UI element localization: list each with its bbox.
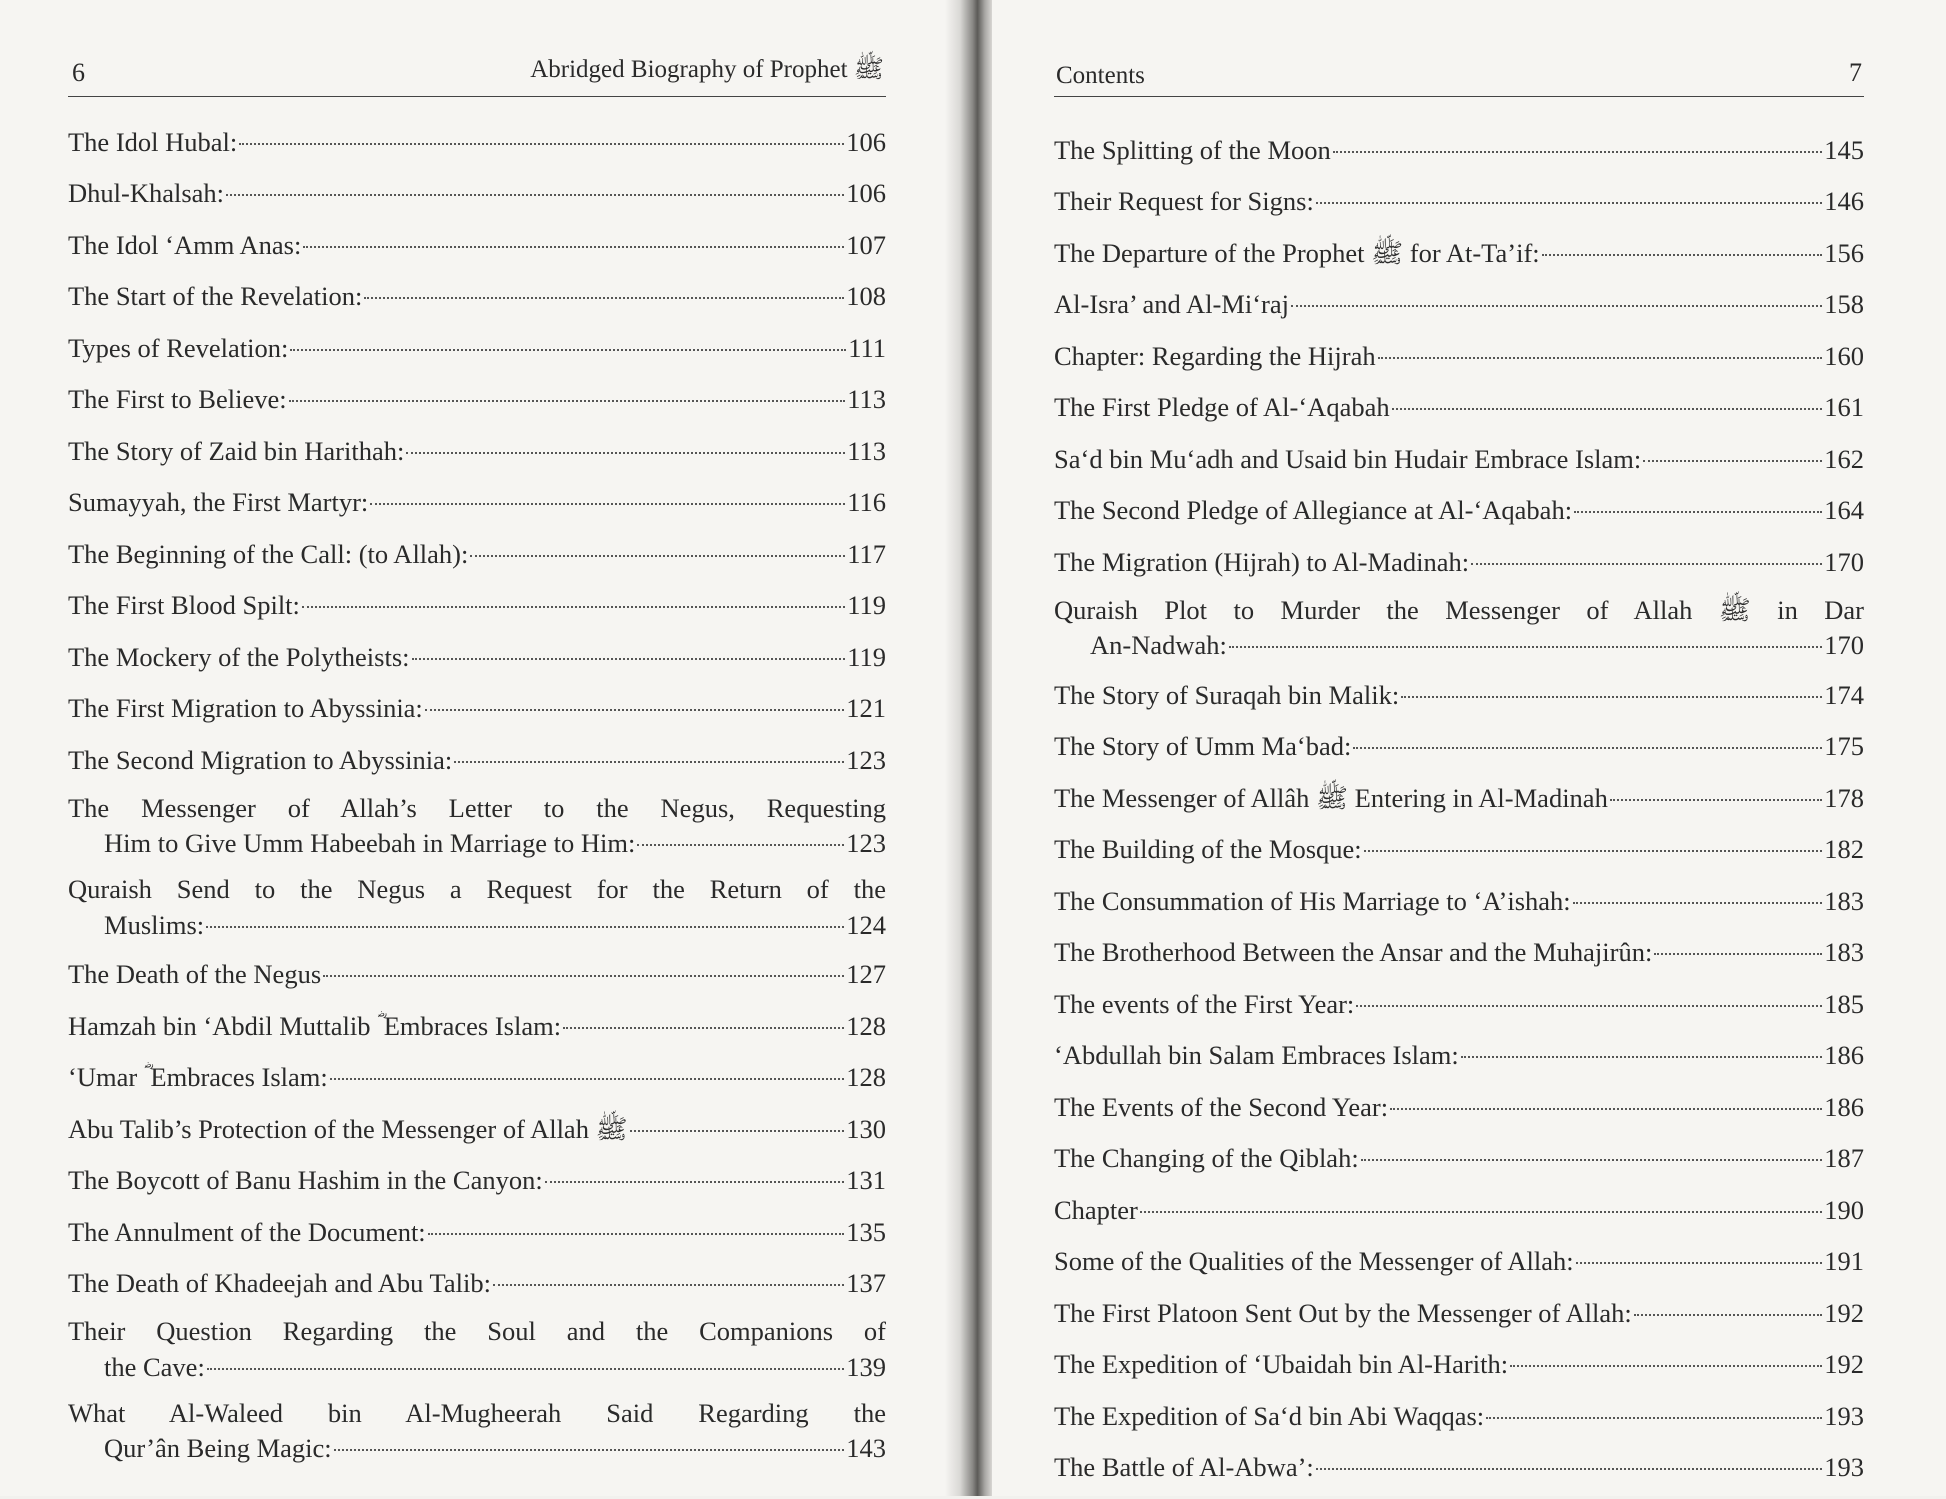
toc-entry[interactable] [1054, 1036, 1864, 1072]
toc-entry[interactable] [1054, 594, 1864, 662]
toc-entry-page-number: 156 [1824, 237, 1864, 268]
toc-entry-page-number: 106 [846, 126, 886, 157]
dot-leader [290, 322, 846, 351]
toc-entry[interactable] [68, 955, 886, 991]
toc-entry-title-line1: Quraish Send to the Negus a Request for the Return of the [68, 874, 886, 904]
toc-entry-page-number: 131 [846, 1165, 886, 1195]
toc-entry[interactable] [1054, 336, 1864, 372]
toc-entry-title: The First Platoon Sent Out by the Messenger of Allah: [1054, 1297, 1632, 1328]
toc-entry-title: Chapter: Regarding the Hijrah [1054, 340, 1376, 371]
toc-entry-page-number: 123 [846, 744, 886, 775]
left-running-title: Abridged Biography of Prophet ﷺ [530, 56, 884, 83]
toc-entry[interactable] [68, 586, 886, 622]
toc-entry-page-number: 146 [1824, 186, 1864, 216]
toc-entry-title-line2: Him to Give Umm Habeebah in Marriage to Him: [104, 828, 636, 858]
toc-entry[interactable] [1054, 1190, 1864, 1226]
toc-entry-title-line1: Quraish Plot to Murder the Messenger of Allah ﷺ in Dar [1054, 594, 1864, 625]
toc-entry-title: The Death of Khadeejah and Abu Talib: [68, 1268, 491, 1298]
toc-entry-title: The First Blood Spilt: [68, 590, 300, 620]
toc-entry-page-number: 192 [1824, 1349, 1864, 1379]
dot-leader [545, 1155, 845, 1184]
toc-entry-title: The Mockery of the Polytheists: [68, 641, 410, 672]
toc-entry[interactable] [68, 431, 886, 467]
toc-entry-title: The Splitting of the Moon [1054, 134, 1331, 165]
toc-entry[interactable] [68, 277, 886, 313]
toc-entry-title: Hamzah bin ‘Abdil Muttalib ؓ Embraces Islam: [68, 1010, 562, 1041]
dot-leader [1574, 485, 1822, 514]
toc-entry-title: The Events of the Second Year: [1054, 1091, 1389, 1122]
toc-entry-page-number: 128 [846, 1010, 886, 1041]
dot-leader [1353, 721, 1822, 750]
toc-entry[interactable] [1054, 881, 1864, 917]
toc-entry-page-number: 113 [847, 384, 886, 414]
toc-entry-title: Sa‘d bin Mu‘adh and Usaid bin Hudair Embrace Islam: [1054, 443, 1642, 474]
toc-entry-title: The Battle of Al-Abwa’: [1054, 1452, 1314, 1482]
toc-entry-page-number: 161 [1824, 392, 1864, 422]
toc-entry-title-line1: The Messenger of Allah’s Letter to the Negus, Requesting [68, 792, 886, 823]
toc-entry[interactable] [68, 1397, 886, 1465]
toc-entry-title: The Migration (Hijrah) to Al-Madinah: [1054, 546, 1470, 577]
toc-entry-title: Some of the Qualities of the Messenger of Allah: [1054, 1246, 1574, 1276]
dot-leader [207, 1341, 844, 1370]
toc-entry-title: Dhul-Khalsah: [68, 178, 225, 208]
dot-leader [1364, 824, 1823, 853]
toc-entry[interactable] [68, 225, 886, 261]
toc-entry-title: Al-Isra’ and Al-Mi‘raj [1054, 289, 1289, 319]
toc-entry-page-number: 160 [1824, 340, 1864, 371]
dot-leader [637, 818, 844, 847]
toc-entry-title: The Boycott of Banu Hashim in the Canyon: [68, 1165, 543, 1195]
toc-entry-title: The First Migration to Abyssinia: [68, 693, 423, 723]
toc-entry-page-number: 164 [1824, 495, 1864, 525]
toc-entry-title-line2: An-Nadwah: [1090, 630, 1227, 660]
toc-entry-title: Types of Revelation: [68, 332, 289, 363]
toc-entry-title: The Death of the Negus [68, 959, 322, 989]
toc-entry-page-number: 175 [1824, 731, 1864, 761]
toc-entry[interactable] [68, 1006, 886, 1042]
toc-entry-title: Their Request for Signs: [1054, 186, 1314, 216]
toc-entry-page-number: 121 [846, 693, 886, 723]
toc-entry-title-line1: What Al-Waleed bin Al-Mugheerah Said Regarding the [68, 1397, 886, 1428]
toc-entry[interactable] [1054, 1087, 1864, 1123]
toc-entry-page-number: 187 [1824, 1143, 1864, 1173]
toc-entry-page-number: 192 [1824, 1297, 1864, 1328]
dot-leader [1333, 124, 1822, 153]
toc-entry[interactable] [1054, 830, 1864, 866]
dot-leader [206, 899, 844, 928]
toc-entry[interactable] [1054, 675, 1864, 711]
right-page-number: 7 [1849, 58, 1862, 87]
toc-entry[interactable] [1054, 130, 1864, 166]
toc-entry-page-number: 145 [1824, 134, 1864, 165]
toc-entry-page-number: 119 [847, 590, 886, 620]
left-page-number: 6 [72, 58, 85, 87]
toc-entry-title: ‘Umar ؓ Embraces Islam: [68, 1062, 328, 1092]
toc-entry[interactable] [68, 1212, 886, 1248]
dot-leader [412, 631, 846, 660]
dot-leader [563, 1000, 844, 1029]
toc-entry-page-number: 123 [846, 828, 886, 858]
toc-entry-title: The Idol Hubal: [68, 126, 238, 157]
toc-entry-title: The Building of the Mosque: [1054, 834, 1362, 864]
toc-entry-title: The First Pledge of Al-‘Aqabah [1054, 392, 1390, 422]
toc-entry-title-line1: Their Question Regarding the Soul and the Companions of [68, 1316, 886, 1346]
toc-entry-title-line2: Qur’ân Being Magic: [104, 1433, 332, 1463]
toc-entry[interactable] [68, 174, 886, 210]
dot-leader [303, 219, 844, 248]
toc-entry[interactable] [1054, 778, 1864, 814]
toc-entry-page-number: 158 [1824, 289, 1864, 319]
dot-leader [1229, 620, 1822, 649]
toc-entry-page-number: 107 [846, 229, 886, 260]
dot-leader [226, 168, 844, 197]
dot-leader [1654, 927, 1822, 956]
dot-leader [1634, 1287, 1822, 1316]
toc-entry-title: The Consummation of His Marriage to ‘A’ishah: [1054, 885, 1571, 916]
toc-entry-page-number: 174 [1824, 679, 1864, 710]
toc-entry[interactable] [1054, 1345, 1864, 1381]
dot-leader [1361, 1133, 1823, 1162]
toc-entry-title: The Second Migration to Abyssinia: [68, 744, 453, 775]
right-page [992, 0, 1946, 1496]
toc-entry-page-number: 124 [846, 909, 886, 940]
dot-leader [1316, 1442, 1822, 1471]
toc-entry[interactable] [68, 792, 886, 860]
toc-entry-title-line2: the Cave: [104, 1351, 205, 1382]
toc-entry-page-number: 116 [847, 487, 886, 517]
toc-entry[interactable] [68, 1109, 886, 1145]
toc-entry[interactable] [1054, 233, 1864, 269]
toc-entry-title: The Idol ‘Amm Anas: [68, 229, 302, 260]
dot-leader [1401, 669, 1822, 698]
toc-entry-page-number: 193 [1824, 1400, 1864, 1431]
dot-leader [302, 580, 845, 609]
toc-entry-page-number: 186 [1824, 1040, 1864, 1070]
toc-entry-page-number: 119 [847, 641, 886, 672]
dot-leader [1576, 1236, 1823, 1265]
right-running-title: Contents [1056, 62, 1145, 89]
dot-leader [1486, 1390, 1822, 1419]
toc-entry[interactable] [1054, 984, 1864, 1020]
toc-entry-page-number: 193 [1824, 1452, 1864, 1482]
dot-leader [289, 374, 846, 403]
toc-entry-page-number: 170 [1824, 546, 1864, 577]
toc-entry-title: Chapter [1054, 1194, 1138, 1225]
toc-entry-title: Sumayyah, the First Martyr: [68, 487, 369, 517]
toc-entry[interactable] [68, 740, 886, 776]
toc-entry-page-number: 190 [1824, 1194, 1864, 1225]
toc-entry-title: The Departure of the Prophet ﷺ for At-Ta’if: [1054, 237, 1540, 268]
dot-leader [364, 271, 844, 300]
toc-entry-title: The events of the First Year: [1054, 988, 1355, 1019]
toc-entry-title: The Expedition of ‘Ubaidah bin Al-Harith: [1054, 1349, 1509, 1379]
toc-entry[interactable] [1054, 1139, 1864, 1175]
dot-leader [334, 1423, 845, 1452]
toc-entry[interactable] [1054, 1293, 1864, 1329]
toc-entry-page-number: 191 [1824, 1246, 1864, 1276]
toc-entry[interactable] [68, 873, 886, 941]
toc-entry[interactable] [68, 483, 886, 519]
toc-entry-page-number: 117 [847, 538, 886, 569]
toc-entry-page-number: 185 [1824, 988, 1864, 1019]
toc-entry-page-number: 143 [846, 1433, 886, 1463]
toc-entry-title: The Annulment of the Document: [68, 1216, 426, 1247]
dot-leader [1510, 1339, 1822, 1368]
left-toc-list [68, 122, 886, 1478]
toc-entry-title: The Brotherhood Between the Ansar and the Muhajirûn: [1054, 937, 1653, 967]
toc-entry-page-number: 106 [846, 178, 886, 208]
toc-entry-page-number: 162 [1824, 443, 1864, 474]
toc-entry[interactable] [68, 328, 886, 364]
dot-leader [239, 116, 844, 145]
dot-leader [470, 528, 845, 557]
dot-leader [1316, 176, 1822, 205]
left-page [0, 0, 955, 1496]
toc-entry[interactable] [1054, 182, 1864, 218]
toc-entry[interactable] [68, 122, 886, 158]
toc-entry-title: The Messenger of Allâh ﷺ Entering in Al-Madinah [1054, 782, 1608, 813]
dot-leader [1471, 536, 1822, 565]
toc-entry[interactable] [1054, 727, 1864, 763]
toc-entry-page-number: 183 [1824, 885, 1864, 916]
toc-entry-title: The Changing of the Qiblah: [1054, 1143, 1359, 1173]
dot-leader [330, 1052, 845, 1081]
toc-entry[interactable] [1054, 933, 1864, 969]
right-toc-list [1054, 130, 1864, 1499]
dot-leader [454, 734, 844, 763]
dot-leader [1356, 978, 1822, 1007]
dot-leader [1573, 875, 1823, 904]
toc-entry[interactable] [68, 637, 886, 673]
toc-entry-page-number: 135 [846, 1216, 886, 1247]
toc-entry[interactable] [1054, 491, 1864, 527]
toc-entry-title: ‘Abdullah bin Salam Embraces Islam: [1054, 1040, 1459, 1070]
dot-leader [1140, 1184, 1822, 1213]
dot-leader [370, 477, 845, 506]
toc-entry-page-number: 127 [846, 959, 886, 989]
toc-entry-title-line2: Muslims: [104, 909, 205, 940]
dot-leader [428, 1206, 845, 1235]
toc-entry[interactable] [1054, 439, 1864, 475]
toc-entry-page-number: 137 [846, 1268, 886, 1298]
toc-entry-title: The Story of Umm Ma‘bad: [1054, 731, 1352, 761]
toc-entry-page-number: 139 [846, 1351, 886, 1382]
toc-entry-page-number: 178 [1824, 782, 1864, 813]
toc-entry[interactable] [68, 689, 886, 725]
toc-entry[interactable] [1054, 1396, 1864, 1432]
dot-leader [1291, 279, 1822, 308]
right-page-header [1054, 58, 1864, 97]
toc-entry[interactable] [68, 380, 886, 416]
toc-entry[interactable] [68, 534, 886, 570]
toc-entry-title: The First to Believe: [68, 384, 287, 414]
toc-entry-title: The Expedition of Sa‘d bin Abi Waqqas: [1054, 1400, 1485, 1431]
toc-entry-title: The Story of Zaid bin Harithah: [68, 435, 405, 466]
toc-entry[interactable] [68, 1161, 886, 1197]
toc-entry-page-number: 108 [846, 281, 886, 311]
toc-entry[interactable] [1054, 542, 1864, 578]
dot-leader [1461, 1030, 1822, 1059]
dot-leader [1378, 330, 1823, 359]
dot-leader [425, 683, 844, 712]
toc-entry-page-number: 111 [848, 332, 886, 363]
toc-entry-page-number: 128 [846, 1062, 886, 1092]
book-gutter [945, 0, 995, 1496]
toc-entry-page-number: 182 [1824, 834, 1864, 864]
toc-entry[interactable] [1054, 1448, 1864, 1484]
dot-leader [323, 949, 844, 978]
toc-entry-title: The Second Pledge of Allegiance at Al-‘Aqabah: [1054, 495, 1573, 525]
dot-leader [1643, 433, 1822, 462]
toc-entry[interactable] [68, 1264, 886, 1300]
dot-leader [1542, 227, 1823, 256]
toc-entry-page-number: 130 [846, 1113, 886, 1144]
toc-entry[interactable] [68, 1058, 886, 1094]
toc-entry[interactable] [68, 1315, 886, 1383]
toc-entry-title: The Beginning of the Call: (to Allah): [68, 538, 469, 569]
toc-entry-page-number: 183 [1824, 937, 1864, 967]
dot-leader [493, 1258, 844, 1287]
dot-leader [406, 425, 845, 454]
dot-leader [630, 1103, 845, 1132]
toc-entry-page-number: 113 [847, 435, 886, 466]
toc-entry[interactable] [1054, 285, 1864, 321]
dot-leader [1610, 772, 1822, 801]
toc-entry[interactable] [1054, 388, 1864, 424]
toc-entry-title: The Story of Suraqah bin Malik: [1054, 679, 1400, 710]
toc-entry-title: The Start of the Revelation: [68, 281, 363, 311]
dot-leader [1390, 1081, 1822, 1110]
dot-leader [1392, 382, 1823, 411]
toc-entry-title: Abu Talib’s Protection of the Messenger of Allah ﷺ [68, 1113, 628, 1144]
toc-entry-page-number: 170 [1824, 630, 1864, 660]
toc-entry-page-number: 186 [1824, 1091, 1864, 1122]
toc-entry[interactable] [1054, 1242, 1864, 1278]
left-page-header [68, 58, 886, 97]
